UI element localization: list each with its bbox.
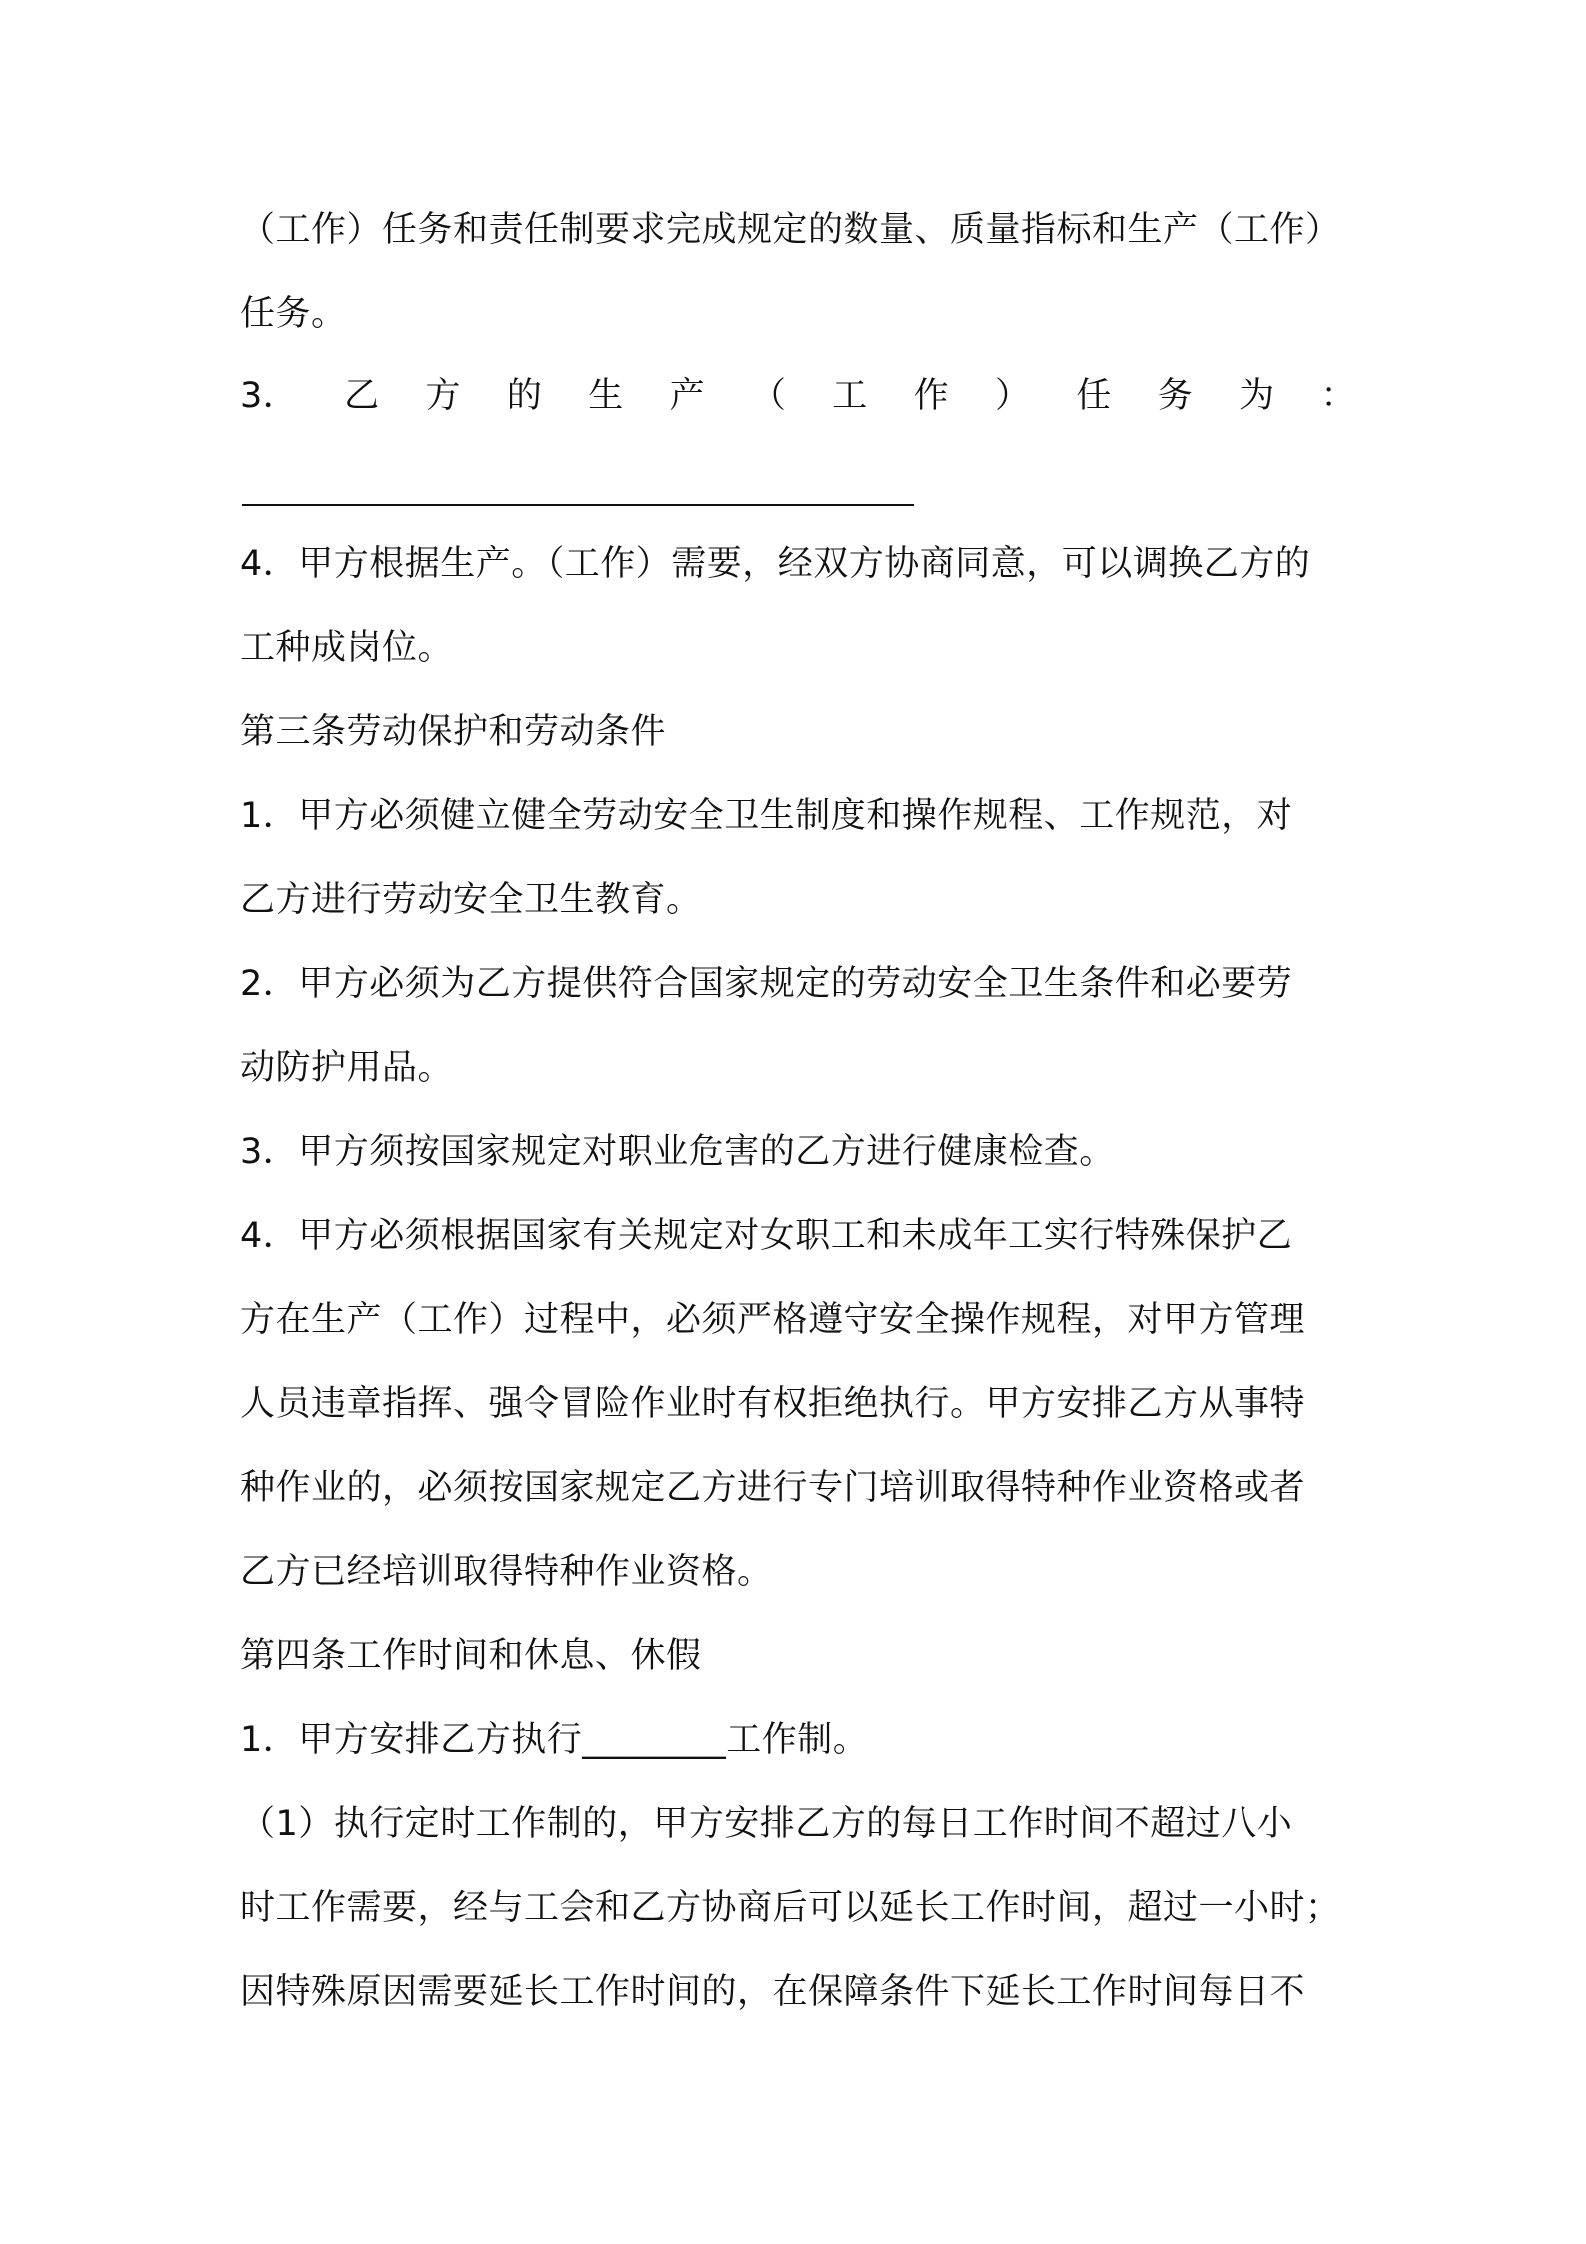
char: 产 [669,376,706,416]
char: 的 [506,376,543,416]
char: 作 [913,376,950,416]
char: 工 [832,376,868,416]
text-line: 3．甲方须按国家规定对职业危害的乙方进行健康检查。 [240,1132,1115,1172]
text-line: 因特殊原因需要延长工作时间的，在保障条件下延长工作时间每日不 [240,1972,1306,2012]
text-line: 乙方已经培训取得特种作业资格。 [240,1552,773,1592]
text-line: 动防护用品。 [240,1048,454,1088]
section-heading: 第三条劳动保护和劳动条件 [240,712,667,752]
text-line: 4．甲方必须根据国家有关规定对女职工和未成年工实行特殊保护乙 [240,1216,1293,1256]
char: （ [750,376,787,416]
blank-underline [242,504,914,506]
text-line: 乙方进行劳动安全卫生教育。 [240,880,702,920]
text-line: 时工作需要，经与工会和乙方协商后可以延长工作时间，超过一小时； [240,1888,1341,1928]
char: 方 [425,376,461,416]
text-line: （1）执行定时工作制的，甲方安排乙方的每日工作时间不超过八小 [240,1804,1293,1844]
char: ） [995,376,1031,416]
section-heading: 第四条工作时间和休息、休假 [240,1636,702,1676]
text-line: （工作）任务和责任制要求完成规定的数量、质量指标和生产（工作） [240,210,1341,250]
text-line: 方在生产（工作）过程中，必须严格遵守安全操作规程，对甲方管理 [240,1300,1306,1340]
char: 生 [588,376,624,416]
char: 为 [1239,376,1275,416]
text-line: 工种成岗位。 [240,628,454,668]
text-line: 任务。 [240,294,347,334]
text-line: 种作业的，必须按国家规定乙方进行专门培训取得特种作业资格或者 [240,1468,1306,1508]
char: ： [1320,376,1356,416]
text-line: 1．甲方安排乙方执行________工作制。 [240,1720,869,1760]
item-number: 3． [240,376,299,416]
text-line: 1．甲方必须健立健全劳动安全卫生制度和操作规程、工作规范，对 [240,796,1293,836]
text-line: 2．甲方必须为乙方提供符合国家规定的劳动安全卫生条件和必要劳 [240,964,1293,1004]
task-line [240,372,1356,420]
text-line: 人员违章指挥、强令冒险作业时有权拒绝执行。甲方安排乙方从事特 [240,1384,1306,1424]
char: 乙 [344,376,380,416]
char: 任 [1076,376,1112,416]
text-line: 4．甲方根据生产。（工作）需要，经双方协商同意，可以调换乙方的 [240,544,1311,584]
char: 务 [1157,376,1194,416]
